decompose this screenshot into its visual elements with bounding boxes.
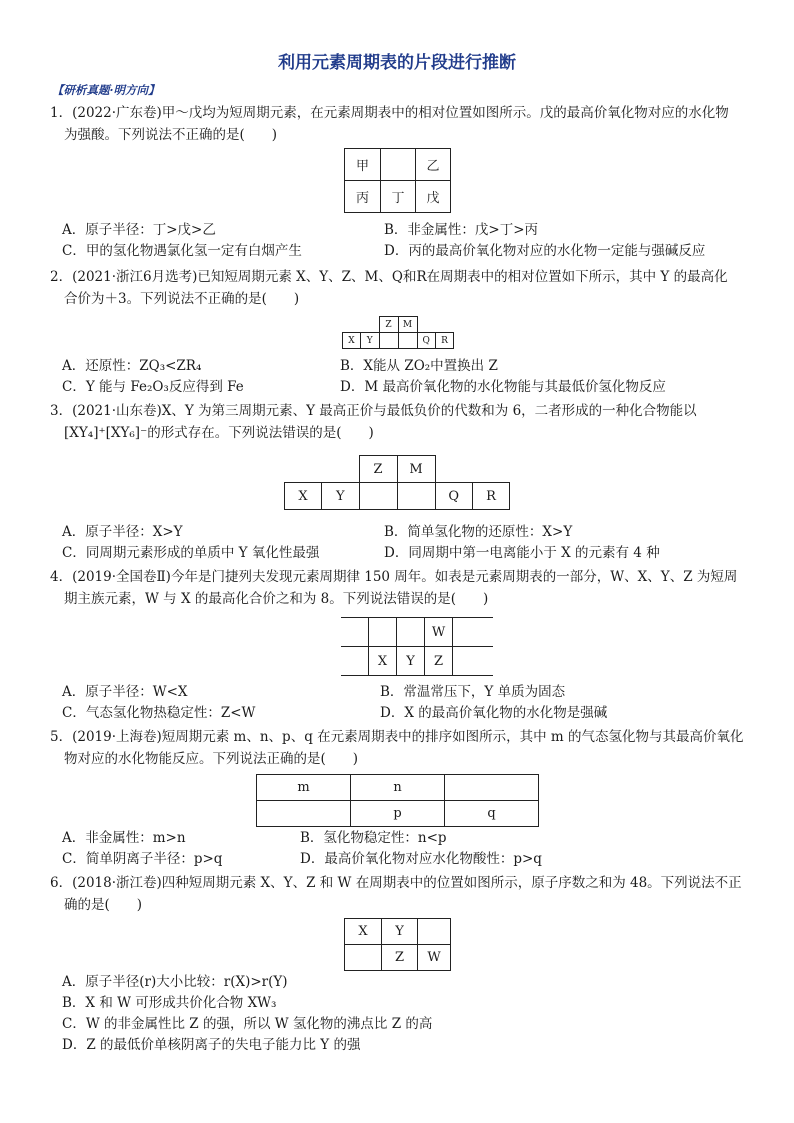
cell-x: X — [369, 647, 397, 676]
question-6-stem-line2: 确的是( ) — [64, 897, 143, 913]
cell-bing: 丙 — [345, 181, 381, 213]
option-d: D．丙的最高价氧化物对应的水化物一定能与强碱反应 — [384, 243, 706, 259]
option-c: C．同周期元素形成的单质中 Y 氧化性最强 — [62, 545, 320, 561]
cell-q: q — [445, 801, 539, 827]
cell-x: X — [343, 333, 361, 349]
question-3-stem-line1: 3．(2021·山东卷)X、Y 为第三周期元素、Y 最高正价与最低负价的代数和为 6，二者形成的一种化合物能以 — [50, 403, 697, 419]
option-c: C．简单阴离子半径：p>q — [62, 851, 223, 867]
question-3-options — [62, 522, 762, 564]
question-1-table — [344, 148, 451, 213]
option-b: B．X能从 ZO₂中置换出 Z — [340, 358, 498, 374]
cell-r: R — [436, 333, 454, 349]
option-b: B．常温常压下，Y 单质为固态 — [380, 684, 566, 700]
cell-q: Q — [417, 333, 436, 349]
question-5 — [50, 726, 760, 770]
cell-y: Y — [322, 483, 360, 510]
option-a: A．原子半径(r)大小比较：r(X)>r(Y) — [62, 974, 288, 990]
option-b: B．氢化物稳定性：n<p — [300, 830, 447, 846]
option-b: B．非金属性：戊>丁>丙 — [384, 222, 539, 238]
cell-jia: 甲 — [345, 149, 381, 181]
option-b: B．简单氢化物的还原性：X>Y — [384, 524, 573, 540]
cell-x: X — [345, 919, 382, 945]
option-a: A．原子半径：X>Y — [62, 524, 183, 540]
cell-m: M — [397, 456, 435, 483]
option-c: C．Y 能与 Fe₂O₃反应得到 Fe — [62, 379, 244, 395]
question-3-table — [284, 455, 510, 510]
question-2-options — [62, 356, 762, 398]
cell-z: Z — [382, 945, 418, 971]
question-2 — [50, 266, 760, 310]
cell-r: R — [473, 483, 510, 510]
question-1-stem-line2: 为强酸。下列说法不正确的是( ) — [64, 127, 278, 143]
cell-p: p — [351, 801, 445, 827]
option-d: D．最高价氧化物对应水化物酸性：p>q — [300, 851, 542, 867]
question-3-stem-line2: [XY₄]⁺[XY₆]⁻的形式存在。下列说法错误的是( ) — [64, 425, 374, 441]
option-d: D．同周期中第一电离能小于 X 的元素有 4 种 — [384, 545, 660, 561]
option-c: C．W 的非金属性比 Z 的强，所以 W 氢化物的沸点比 Z 的高 — [62, 1016, 433, 1032]
question-1 — [50, 102, 760, 146]
cell-wu: 戊 — [416, 181, 451, 213]
question-6-table — [344, 918, 451, 971]
cell-y: Y — [361, 333, 380, 349]
option-d: D．Z 的最低价单核阴离子的失电子能力比 Y 的强 — [62, 1037, 361, 1053]
cell-q: Q — [435, 483, 473, 510]
section-label: 【研析真题·明方向】 — [52, 83, 160, 97]
question-6 — [50, 872, 760, 916]
question-2-table — [342, 316, 454, 349]
option-c: C．气态氢化物热稳定性：Z<W — [62, 705, 256, 721]
question-5-table — [256, 774, 539, 827]
question-1-options — [62, 220, 762, 262]
option-a: A．还原性：ZQ₃<ZR₄ — [62, 358, 202, 374]
question-4-table — [341, 617, 493, 676]
question-1-stem-line1: 1．(2022·广东卷)甲～戊均为短周期元素，在元素周期表中的相对位置如图所示。戊的最高价氧化物对应的水化物 — [50, 105, 729, 121]
option-d: D．X 的最高价氧化物的水化物是强碱 — [380, 705, 608, 721]
question-2-stem-line1: 2．(2021·浙江6月选考)已知短周期元素 X、Y、Z、M、Q和R在周期表中的相对位置如下所示，其中 Y 的最高化 — [50, 269, 728, 285]
option-a: A．原子半径：丁>戊>乙 — [62, 222, 216, 238]
option-d: D．M 最高价氧化物的水化物能与其最低价氢化物反应 — [340, 379, 666, 395]
question-6-stem-line1: 6．(2018·浙江卷)四种短周期元素 X、Y、Z 和 W 在周期表中的位置如图所示，原子序数之和为 48。下列说法不正 — [50, 875, 742, 891]
cell-z: Z — [359, 456, 397, 483]
cell-z: Z — [379, 317, 398, 333]
question-2-stem-line2: 合价为＋3。下列说法不正确的是( ) — [64, 291, 300, 307]
cell-w: W — [425, 618, 453, 647]
page-title: 利用元素周期表的片段进行推断 — [278, 53, 516, 73]
option-b: B．X 和 W 可形成共价化合物 XW₃ — [62, 995, 277, 1011]
cell-x: X — [285, 483, 322, 510]
question-5-stem-line2: 物对应的水化物能反应。下列说法正确的是( ) — [64, 751, 359, 767]
question-3 — [50, 400, 760, 444]
cell-n: n — [351, 775, 445, 801]
cell-yi: 乙 — [416, 149, 451, 181]
question-4-options — [62, 682, 762, 724]
cell-w: W — [418, 945, 451, 971]
cell-y: Y — [382, 919, 418, 945]
cell-z: Z — [425, 647, 453, 676]
cell-empty — [381, 149, 416, 181]
option-a: A．原子半径：W<X — [62, 684, 188, 700]
option-c: C．甲的氢化物遇氯化氢一定有白烟产生 — [62, 243, 302, 259]
question-5-options — [62, 828, 762, 870]
question-4-stem-line1: 4．(2019·全国卷Ⅱ)今年是门捷列夫发现元素周期律 150 周年。如表是元素周期表的一部分，W、X、Y、Z 为短周 — [50, 569, 738, 585]
cell-y: Y — [397, 647, 425, 676]
cell-m: M — [398, 317, 417, 333]
question-4-stem-line2: 期主族元素，W 与 X 的最高化合价之和为 8。下列说法错误的是( ) — [64, 591, 489, 607]
question-5-stem-line1: 5．(2019·上海卷)短周期元素 m、n、p、q 在元素周期表中的排序如图所示，其中 m 的气态氢化物与其最高价氧化 — [50, 729, 744, 745]
cell-m: m — [257, 775, 351, 801]
option-a: A．非金属性：m>n — [62, 830, 186, 846]
question-4 — [50, 566, 760, 610]
cell-ding: 丁 — [381, 181, 416, 213]
question-6-options — [62, 972, 762, 1056]
